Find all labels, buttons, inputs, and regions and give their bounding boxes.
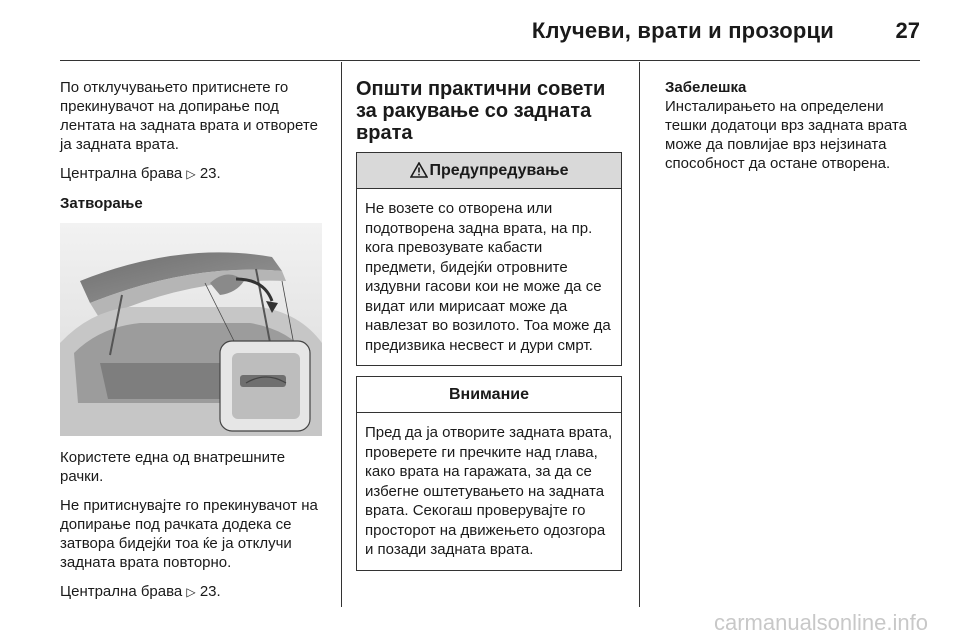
page-header-title: Клучеви, врати и прозорци	[531, 18, 834, 43]
column-3	[665, 78, 920, 173]
cross-reference-1	[60, 164, 332, 184]
reference-text: Централна брава	[60, 165, 183, 182]
caution-title: Внимание	[357, 377, 621, 413]
after-image-paragraph-1: Користете една од внатрешните рачки.	[60, 449, 286, 485]
reference-arrow-icon: ▷	[186, 167, 196, 181]
column-1	[60, 78, 332, 612]
warning-box-header	[357, 153, 621, 189]
reference-text: Централна брава	[60, 583, 183, 600]
warning-title: Предупредување	[429, 162, 569, 179]
tailgate-illustration	[60, 223, 322, 436]
column-divider-1	[341, 62, 342, 607]
column-divider-2	[639, 62, 640, 607]
warning-box	[356, 152, 622, 366]
cross-reference-2	[60, 582, 332, 602]
caution-box	[356, 376, 622, 571]
caution-body: Пред да ја отворите задната врата, проверете ги пречките над глава, како врата на гаражата, за да се избегне оштетувањето на задната врата. Секогаш проверувајте го просторот на движењето одозгора и позади задната врата.	[365, 424, 613, 558]
reference-page: 23.	[199, 165, 221, 182]
watermark: carmanualsonline.info	[713, 610, 928, 635]
note-body: Инсталирањето на определени тешки додатоци врз задната врата може да повлијае врз нејзината способност да остане отворена.	[665, 98, 907, 172]
note-title: Забелешка	[665, 79, 747, 96]
reference-page: 23.	[199, 583, 221, 600]
reference-arrow-icon: ▷	[186, 585, 196, 599]
column-2	[356, 78, 622, 579]
section-heading: Затворање	[60, 195, 143, 212]
header-rule	[60, 60, 920, 61]
warning-body: Не возете со отворена или подотворена задна врата, на пр. кога превозувате кабасти предмети, бидејќи отровните издувни гасови кои не може да се видат или мирисаат може да навлезат во возилото. Тоа може да предизвика несвест и дури смрт.	[365, 200, 611, 354]
after-image-paragraph-2: Не притиснувајте го прекинувачот на допирање под рачката додека се затвора бидејќи тоа ќе ја отклучи задната врата повторно.	[60, 497, 318, 571]
warning-triangle-icon	[410, 162, 428, 178]
intro-paragraph: По отклучувањето притиснете го прекинувачот на допирање под лентата на задната врата и отворете ја задната врата.	[60, 79, 318, 153]
tips-heading: Општи практични совети за ракување со задната врата	[356, 78, 606, 144]
page-number: 27	[895, 18, 920, 43]
